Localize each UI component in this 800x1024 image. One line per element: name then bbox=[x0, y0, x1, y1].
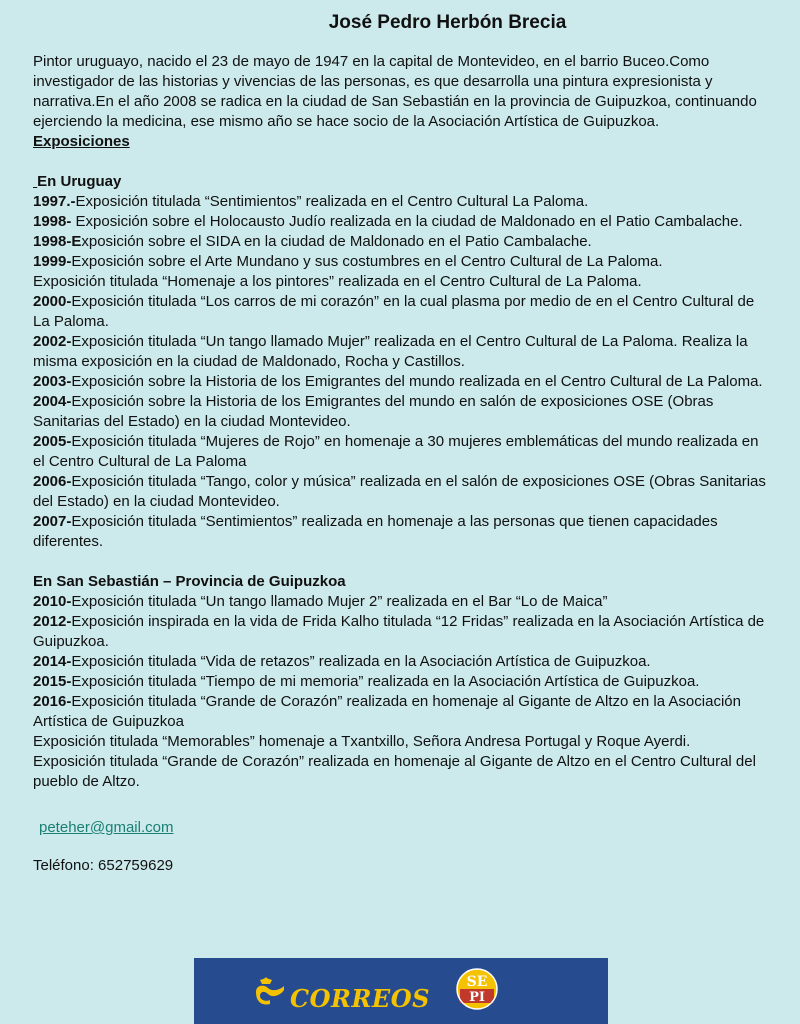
exhibition-entry bbox=[33, 672, 773, 692]
entry-text: Exposición titulada “Homenaje a los pintores” realizada en el Centro Cultural de La Paloma. bbox=[33, 273, 642, 290]
section-title: En San Sebastián – Provincia de Guipuzkoa bbox=[33, 573, 346, 590]
correos-logo: CORREOS bbox=[252, 970, 430, 1013]
exhibition-entry bbox=[33, 652, 773, 672]
entry-year: 2002- bbox=[33, 333, 72, 350]
entry-text: Exposición titulada “Grande de Corazón” realizada en homenaje al Gigante de Altzo en la Asociación Artística de Guipuzkoa bbox=[33, 693, 741, 730]
section-san-sebastian bbox=[33, 572, 773, 792]
exhibition-entry bbox=[33, 392, 773, 432]
entry-year: 1998-E bbox=[33, 233, 82, 250]
entry-year: 2003- bbox=[33, 373, 72, 390]
entry-text: Exposición titulada “Un tango llamado Mujer” realizada en el Centro Cultural de La Paloma. Realiza la misma exposición en la ciudad de Maldonado, Rocha y Castillos. bbox=[33, 333, 748, 370]
entry-list bbox=[33, 592, 773, 792]
section-title: En Uruguay bbox=[37, 173, 122, 190]
exhibition-entry bbox=[33, 192, 773, 212]
exhibition-entry bbox=[33, 432, 773, 472]
entry-text: Exposición titulada “Memorables” homenaje a Txantxillo, Señora Andresa Portugal y Roque Ayerdi. bbox=[33, 733, 691, 750]
entry-text: Exposición titulada “Tango, color y música” realizada en el salón de exposiciones OSE (Obras Sanitarias del Estado) en la ciudad Montevideo. bbox=[33, 473, 766, 510]
biography: Pintor uruguayo, nacido el 23 de mayo de 1947 en la capital de Montevideo, en el barrio Buceo.Como investigador de las historias y vivencias de las personas, es que desarrolla una pintura expresionista y narrativa.En el año 2008 se radica en la ciudad de San Sebastián en la provincia de Guipuzkoa, continuando ejerciendo la medicina, ese mismo año se hace socio de la Asociación Artística de Guipuzkoa. bbox=[33, 53, 757, 130]
exhibition-entry bbox=[33, 612, 773, 652]
exhibition-entry bbox=[33, 372, 773, 392]
entry-text: Exposición sobre la Historia de los Emigrantes del mundo realizada en el Centro Cultural de La Paloma. bbox=[71, 373, 763, 390]
entry-text: Exposición sobre el Arte Mundano y sus costumbres en el Centro Cultural de La Paloma. bbox=[71, 253, 663, 270]
exhibition-entry bbox=[33, 752, 773, 792]
entry-text: Exposición titulada “Grande de Corazón” realizada en homenaje al Gigante de Altzo en el Centro Cultural del pueblo de Altzo. bbox=[33, 753, 756, 790]
entry-text: Exposición titulada “Sentimientos” realizada en homenaje a las personas que tienen capacidades diferentes. bbox=[33, 513, 718, 550]
exhibition-entry bbox=[33, 512, 773, 552]
exhibition-entry bbox=[33, 332, 773, 372]
entry-list bbox=[33, 192, 773, 552]
entry-year: 2010- bbox=[33, 593, 72, 610]
exhibition-entry bbox=[33, 212, 773, 232]
svg-text:PI: PI bbox=[469, 990, 485, 1005]
entry-text: Exposición titulada “Tiempo de mi memoria” realizada en la Asociación Artística de Guipuzkoa. bbox=[71, 673, 700, 690]
entry-text: Exposición titulada “Mujeres de Rojo” en homenaje a 30 mujeres emblemáticas del mundo realizada en el Centro Cultural de La Paloma bbox=[33, 433, 759, 470]
section-uruguay bbox=[33, 172, 773, 552]
page-title: José Pedro Herbón Brecia bbox=[328, 12, 567, 33]
entry-text: Exposición inspirada en la vida de Frida Kalho titulada “12 Fridas” realizada en la Asociación Artística de Guipuzkoa. bbox=[33, 613, 765, 650]
entry-year: 2005- bbox=[33, 433, 72, 450]
entry-text: Exposición titulada “Vida de retazos” realizada en la Asociación Artística de Guipuzkoa. bbox=[71, 653, 651, 670]
entry-year: 2014- bbox=[33, 653, 72, 670]
phone-number: Teléfono: 652759629 bbox=[33, 857, 174, 874]
entry-year: 1999- bbox=[33, 253, 72, 270]
exhibition-entry bbox=[33, 252, 773, 272]
post-horn-icon bbox=[252, 976, 288, 1008]
exhibition-entry bbox=[33, 232, 773, 252]
entry-text: xposición sobre el SIDA en la ciudad de Maldonado en el Patio Cambalache. bbox=[81, 233, 592, 250]
exhibition-entry bbox=[33, 692, 773, 732]
exposiciones-heading: Exposiciones bbox=[33, 133, 130, 150]
exhibition-entry bbox=[33, 732, 773, 752]
entry-year: 2015- bbox=[33, 673, 72, 690]
entry-year: 2012- bbox=[33, 613, 72, 630]
entry-text: Exposición titulada “Un tango llamado Mujer 2” realizada en el Bar “Lo de Maica” bbox=[71, 593, 608, 610]
entry-year: 2004- bbox=[33, 393, 72, 410]
entry-year: 2006- bbox=[33, 473, 72, 490]
entry-year: 2007- bbox=[33, 513, 72, 530]
entry-text: Exposición sobre el Holocausto Judío realizada en la ciudad de Maldonado en el Patio Cambalache. bbox=[71, 213, 743, 230]
exhibition-entry bbox=[33, 472, 773, 512]
email-link[interactable]: peteher@gmail.com bbox=[39, 819, 174, 836]
document-body bbox=[33, 52, 773, 876]
exhibition-entry bbox=[33, 272, 773, 292]
entry-year: 2016- bbox=[33, 693, 72, 710]
entry-year: 1998- bbox=[33, 213, 72, 230]
entry-text: Exposición sobre la Historia de los Emigrantes del mundo en salón de exposiciones OSE (Obras Sanitarias del Estado) en la ciudad Montevideo. bbox=[33, 393, 714, 430]
footer-banner bbox=[194, 958, 608, 1024]
svg-text:SE: SE bbox=[466, 974, 488, 990]
entry-text: Exposición titulada “Los carros de mi corazón” en la cual plasma por medio de en el Centro Cultural de La Paloma. bbox=[33, 293, 755, 330]
entry-year: 1997.- bbox=[33, 193, 76, 210]
exhibition-entry bbox=[33, 292, 773, 332]
sepi-logo-icon bbox=[456, 968, 498, 1010]
exhibition-entry bbox=[33, 592, 773, 612]
entry-text: Exposición titulada “Sentimientos” realizada en el Centro Cultural La Paloma. bbox=[75, 193, 589, 210]
entry-year: 2000- bbox=[33, 293, 72, 310]
